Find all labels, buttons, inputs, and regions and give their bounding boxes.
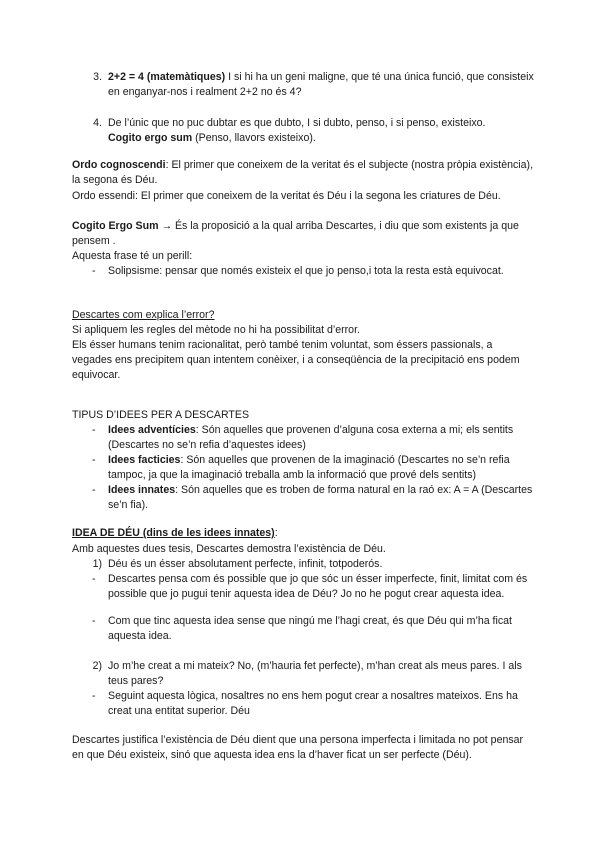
deu-dash-2a [72,689,534,719]
numbered-item-4 [72,116,534,146]
list-text: Jo m’he creat a mi mateix? No, (m’hauria fet perfecte), m’han creat als meus pares. I als teus pares? [108,660,522,688]
list-number: 3. [93,71,102,83]
idea-facticia [72,453,534,483]
deu-thesis-1 [72,557,534,572]
text: : El primer que coneixem de la veritat és el subjecte (nostra pròpia existència), la segona és Déu. [72,159,534,187]
bold-term: Ordo cognoscendi [72,159,166,171]
deu-intro: Amb aquestes dues tesis, Descartes demostra l’existència de Déu. [72,543,386,555]
list-number: 4. [93,117,102,129]
dash-marker: - [92,265,96,277]
bold-term: Idees innates [108,484,176,496]
dash-marker: - [92,615,96,627]
deu-dash-1a [72,572,534,602]
bullet-text [108,453,534,483]
text: (Penso, llavors existeixo). [192,132,316,145]
list-number: 2) [92,660,102,672]
bold-term: Idees facticies [108,454,181,466]
numbered-item-3 [72,70,534,100]
list-text [108,70,534,100]
cogito-line2: Aquesta frase té un perill: [72,250,193,262]
bold-term: Cogito Ergo Sum [72,220,159,232]
colon: : [274,527,278,539]
solipsism-bullet [72,264,534,279]
conclusion: Descartes justifica l’existència de Déu dient que una persona imperfecta i limitada no pot pensar en que Déu existeix, sinó que aquesta idea ens la d’haver ficat un ser perfecte (Déu). [72,734,524,762]
error-p1: Si apliquem les regles del mètode no hi ha possibilitat d’error. [72,324,360,336]
deu-heading [72,526,534,541]
error-heading: Descartes com explica l’error? [72,309,215,321]
text: I si hi ha un geni maligne, que té una única funció, que consisteix en enganyar-nos i realment 2+2 no és 4? [108,71,534,99]
bullet-text [108,483,534,513]
dash-marker: - [92,454,96,466]
bold-term: Idees adventícies [108,424,196,436]
heading-text: IDEA DE DÉU (dins de les idees innates) [72,527,275,539]
idea-adventicia [72,423,534,453]
text: → És la proposició a la qual arriba Descartes, i diu que som existents ja que pensem . [72,220,519,248]
text: De l’únic que no puc dubtar es que dubto, I si dubto, penso, i si penso, existeixo. [108,117,486,129]
text: : Són aquelles que es troben de forma natural en la raó ex: A = A (Descartes se’n fia). [108,484,533,512]
dash-marker: - [92,690,96,702]
deu-thesis-2 [72,659,534,689]
error-p2: Els ésser humans tenim racionalitat, però també tenim voluntat, som éssers passionals, a vegades ens precipitem quan intentem conèixer, i a conseqüència de la precipitació ens podem equivocar. [72,339,520,382]
bullet-text: Com que tinc aquesta idea sense que ningú me l’hagi creat, és que Déu qui m’ha ficat aquesta idea. [108,615,512,643]
ordo-essendi: Ordo essendi: El primer que coneixem de la veritat és Déu i la segona les criatures de Déu. [72,190,501,202]
bullet-text [108,423,534,453]
bullet-text: Descartes pensa com és possible que jo que sóc un ésser imperfecte, finit, limitat com és possible que jo pugui tenir aquesta idea de Déu? Jo no he pogut crear aquesta idea. [108,573,528,601]
list-text [108,116,534,146]
cogito-paragraph [72,219,534,249]
idea-innata [72,483,534,513]
ordo-cognoscendi [72,158,534,188]
tipus-heading: TIPUS D’IDEES PER A DESCARTES [72,409,250,421]
text: : Són aquelles que provenen de la imaginació (Descartes no se’n refia tampoc, ja que la imaginació treballa amb la informació que prové dels sentits) [108,454,510,482]
list-number: 1) [92,558,102,570]
bold-phrase: 2+2 = 4 (matemàtiques) [108,71,226,83]
dash-marker: - [92,484,96,496]
deu-dash-1b [72,614,534,644]
text: : Són aquelles que provenen d’alguna cosa externa a mi; els sentits (Descartes no se’n refia d’aquestes idees) [108,424,514,452]
list-text: Déu és un ésser absolutament perfecte, infinit, totpoderós. [108,558,383,570]
bullet-text: Solipsisme: pensar que només existeix el que jo penso,i tota la resta està equivocat. [108,265,504,277]
bullet-text: Seguint aquesta lògica, nosaltres no ens hem pogut crear a nosaltres mateixos. Ens ha creat una entitat superior. Déu [108,690,518,718]
bold-phrase: Cogito ergo sum [108,132,193,145]
dash-marker: - [92,424,96,436]
dash-marker: - [92,573,96,585]
